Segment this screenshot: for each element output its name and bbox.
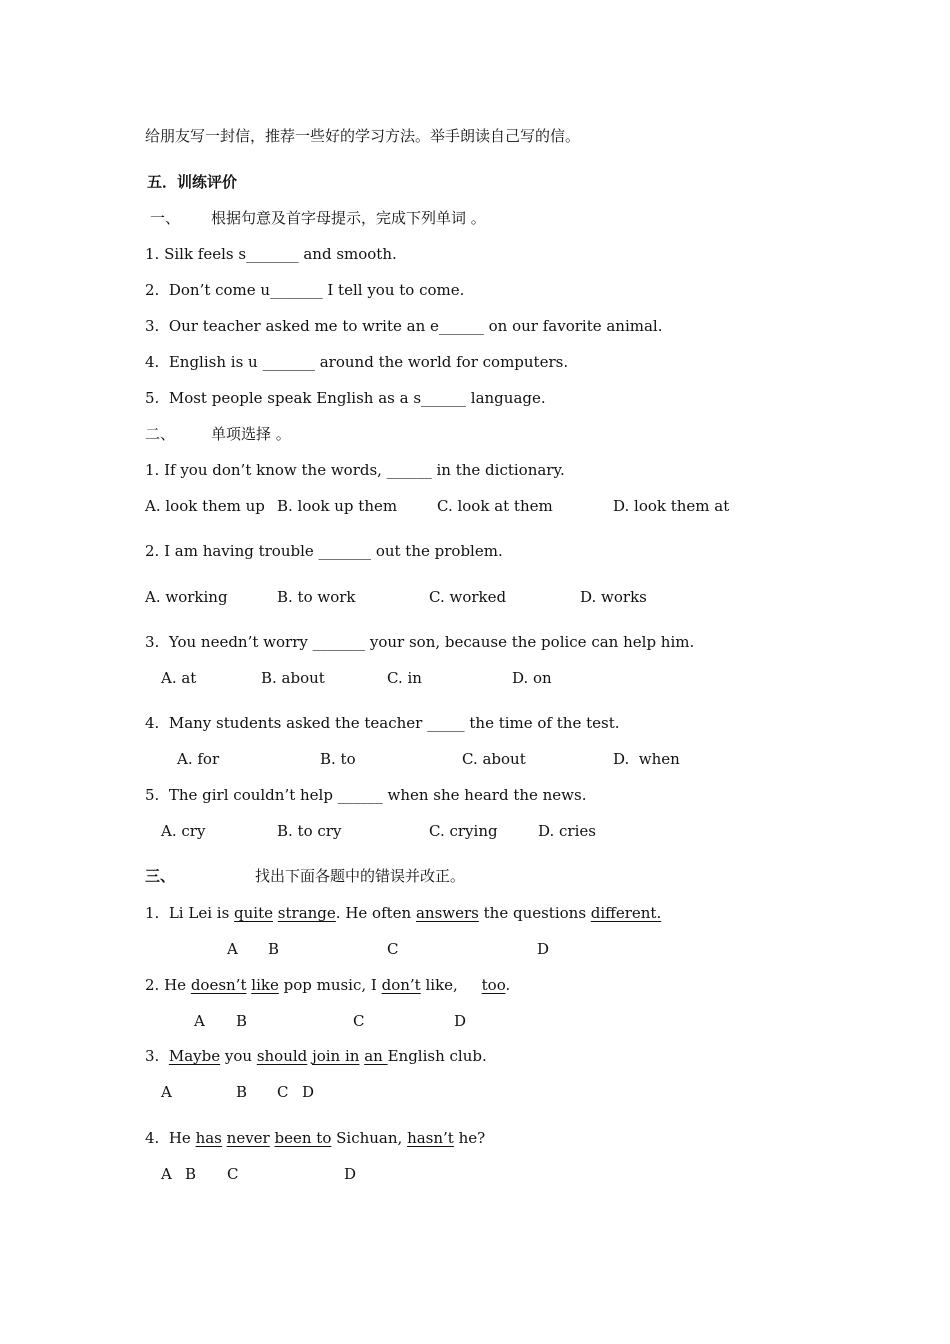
part2-heading: 单项选择 。 bbox=[211, 425, 291, 443]
option-1d: D. look them at bbox=[613, 497, 730, 515]
option-5b: B. to cry bbox=[277, 822, 342, 840]
underlined-part-a: doesn’t bbox=[190, 976, 247, 994]
marker-b: B bbox=[236, 1083, 248, 1101]
option-5a: A. cry bbox=[161, 822, 206, 840]
marker-c: C bbox=[227, 1165, 239, 1183]
marker-a: A bbox=[194, 1012, 205, 1030]
choice-question-5: 5. The girl couldn’t help ______ when she heard the news. bbox=[145, 786, 587, 804]
underlined-part-d: different. bbox=[590, 904, 662, 922]
marker-b: B bbox=[268, 940, 280, 958]
marker-a: A bbox=[161, 1083, 172, 1101]
underlined-part-b: like bbox=[251, 976, 279, 994]
underlined-part-d: hasn’t bbox=[407, 1129, 454, 1147]
option-1c: C. look at them bbox=[437, 497, 553, 515]
error-sentence-4 bbox=[145, 1128, 485, 1148]
option-1b: B. look up them bbox=[277, 497, 398, 515]
marker-d: D bbox=[344, 1165, 357, 1183]
sentence-text: . He often bbox=[335, 904, 416, 922]
option-4d: D. when bbox=[613, 750, 680, 768]
option-4b: B. to bbox=[320, 750, 356, 768]
marker-b: B bbox=[185, 1165, 197, 1183]
error-sentence-2 bbox=[145, 975, 510, 995]
marker-d: D bbox=[537, 940, 550, 958]
option-3c: C. in bbox=[387, 669, 422, 687]
marker-b: B bbox=[236, 1012, 248, 1030]
error-sentence-1 bbox=[145, 903, 661, 923]
underlined-part-a: has bbox=[195, 1129, 222, 1147]
part3-number: 三、 bbox=[145, 867, 176, 885]
sentence-text: English club. bbox=[387, 1047, 487, 1065]
marker-c: C bbox=[353, 1012, 365, 1030]
underlined-part-a: Maybe bbox=[168, 1047, 221, 1065]
option-3d: D. on bbox=[512, 669, 552, 687]
sentence-text: like, bbox=[420, 976, 482, 994]
marker-c: C bbox=[277, 1083, 289, 1101]
option-5d: D. cries bbox=[538, 822, 596, 840]
sentence-text: pop music, I bbox=[278, 976, 382, 994]
underlined-part-b: never bbox=[226, 1129, 270, 1147]
part2-number: 二、 bbox=[145, 425, 176, 443]
underlined-part-c: don’t bbox=[381, 976, 421, 994]
marker-c: C bbox=[387, 940, 399, 958]
sentence-text: the questions bbox=[478, 904, 591, 922]
underlined-part-a: quite bbox=[234, 904, 274, 922]
fill-item-3: 3. Our teacher asked me to write an e______ on our favorite animal. bbox=[145, 317, 663, 335]
underlined-part-c: answers bbox=[415, 904, 479, 922]
option-4c: C. about bbox=[462, 750, 526, 768]
option-2b: B. to work bbox=[277, 588, 356, 606]
marker-d: D bbox=[302, 1083, 315, 1101]
option-3b: B. about bbox=[261, 669, 325, 687]
section-title: 五．训练评价 bbox=[147, 173, 238, 191]
underlined-part-c: join in bbox=[312, 1047, 360, 1065]
intro-text: 给朋友写一封信，推荐一些好的学习方法。举手朗读自己写的信。 bbox=[145, 127, 581, 145]
option-2c: C. worked bbox=[429, 588, 507, 606]
option-2d: D. works bbox=[580, 588, 647, 606]
option-4a: A. for bbox=[177, 750, 220, 768]
sentence-text: 2. He bbox=[145, 976, 191, 994]
choice-question-4: 4. Many students asked the teacher _____ the time of the test. bbox=[145, 714, 620, 732]
sentence-text: 4. He bbox=[145, 1129, 196, 1147]
choice-question-1: 1. If you don’t know the words, ______ in the dictionary. bbox=[145, 461, 565, 479]
choice-question-2: 2. I am having trouble _______ out the problem. bbox=[145, 542, 503, 560]
sentence-text: 3. bbox=[145, 1047, 169, 1065]
underlined-part-b: strange bbox=[277, 904, 336, 922]
underlined-part-d: an bbox=[364, 1047, 388, 1065]
option-3a: A. at bbox=[161, 669, 197, 687]
fill-item-5: 5. Most people speak English as a s______ language. bbox=[145, 389, 546, 407]
fill-item-4: 4. English is u _______ around the world for computers. bbox=[145, 353, 569, 371]
marker-d: D bbox=[454, 1012, 467, 1030]
option-2a: A. working bbox=[145, 588, 228, 606]
fill-item-2: 2. Don’t come u_______ I tell you to come. bbox=[145, 281, 465, 299]
underlined-part-c: been to bbox=[274, 1129, 332, 1147]
sentence-text: you bbox=[220, 1047, 257, 1065]
sentence-text: he? bbox=[453, 1129, 486, 1147]
marker-a: A bbox=[161, 1165, 172, 1183]
sentence-text: 1. Li Lei is bbox=[145, 904, 235, 922]
option-1a: A. look them up bbox=[145, 497, 265, 515]
underlined-part-b: should bbox=[256, 1047, 308, 1065]
sentence-text: . bbox=[505, 976, 511, 994]
sentence-text: Sichuan, bbox=[331, 1129, 408, 1147]
option-5c: C. crying bbox=[429, 822, 498, 840]
marker-a: A bbox=[227, 940, 238, 958]
part1-number: 一、 bbox=[150, 209, 181, 227]
underlined-part-d: too bbox=[481, 976, 506, 994]
part1-heading: 根据句意及首字母提示，完成下列单词 。 bbox=[211, 209, 486, 227]
part3-heading: 找出下面各题中的错误并改正。 bbox=[255, 867, 466, 885]
fill-item-1: 1. Silk feels s_______ and smooth. bbox=[145, 245, 397, 263]
choice-question-3: 3. You needn’t worry _______ your son, because the police can help him. bbox=[145, 633, 695, 651]
error-sentence-3 bbox=[145, 1046, 487, 1066]
